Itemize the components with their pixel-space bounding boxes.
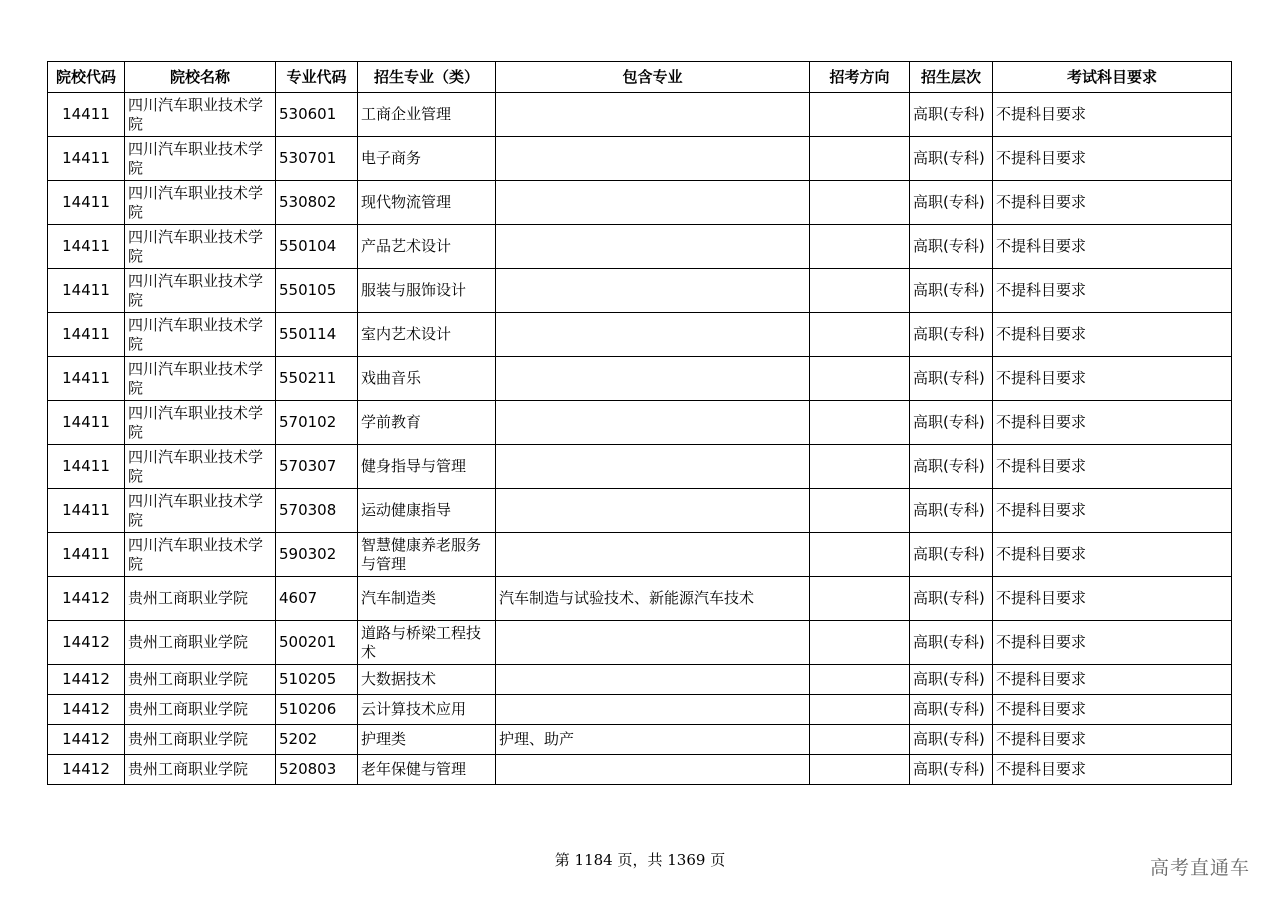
table-row (48, 357, 1232, 401)
school-name-cell: 四川汽车职业技术学院 (125, 269, 276, 313)
major-cell: 道路与桥梁工程技术 (358, 621, 496, 665)
school-code-cell: 14411 (48, 181, 125, 225)
school-name-cell: 贵州工商职业学院 (125, 755, 276, 785)
school-name-cell: 四川汽车职业技术学院 (125, 357, 276, 401)
level-cell: 高职(专科) (910, 357, 993, 401)
major-cell: 云计算技术应用 (358, 695, 496, 725)
requirement-cell: 不提科目要求 (993, 621, 1232, 665)
major-code-cell: 510206 (276, 695, 358, 725)
direction-cell (810, 445, 910, 489)
included-majors-cell (496, 225, 810, 269)
requirement-cell: 不提科目要求 (993, 225, 1232, 269)
direction-cell (810, 577, 910, 621)
major-cell: 运动健康指导 (358, 489, 496, 533)
requirement-cell: 不提科目要求 (993, 445, 1232, 489)
level-cell: 高职(专科) (910, 621, 993, 665)
requirement-cell: 不提科目要求 (993, 695, 1232, 725)
direction-cell (810, 695, 910, 725)
school-code-cell: 14411 (48, 357, 125, 401)
school-code-cell: 14411 (48, 225, 125, 269)
major-cell: 大数据技术 (358, 665, 496, 695)
level-cell: 高职(专科) (910, 665, 993, 695)
requirement-cell: 不提科目要求 (993, 401, 1232, 445)
direction-cell (810, 755, 910, 785)
included-majors-cell (496, 93, 810, 137)
school-code-cell: 14411 (48, 445, 125, 489)
school-name-cell: 四川汽车职业技术学院 (125, 533, 276, 577)
direction-cell (810, 533, 910, 577)
level-cell: 高职(专科) (910, 725, 993, 755)
direction-cell (810, 137, 910, 181)
header-exam-requirement: 考试科目要求 (993, 62, 1232, 93)
watermark: 高考直通车 (1149, 857, 1250, 879)
school-code-cell: 14412 (48, 621, 125, 665)
school-code-cell: 14411 (48, 313, 125, 357)
level-cell: 高职(专科) (910, 755, 993, 785)
school-name-cell: 四川汽车职业技术学院 (125, 401, 276, 445)
level-cell: 高职(专科) (910, 577, 993, 621)
table-row (48, 725, 1232, 755)
major-cell: 老年保健与管理 (358, 755, 496, 785)
included-majors-cell (496, 357, 810, 401)
table-row (48, 665, 1232, 695)
school-code-cell: 14411 (48, 489, 125, 533)
header-school-name: 院校名称 (125, 62, 276, 93)
major-code-cell: 530802 (276, 181, 358, 225)
requirement-cell: 不提科目要求 (993, 137, 1232, 181)
included-majors-cell (496, 401, 810, 445)
included-majors-cell (496, 489, 810, 533)
requirement-cell: 不提科目要求 (993, 755, 1232, 785)
table-row (48, 401, 1232, 445)
direction-cell (810, 181, 910, 225)
major-code-cell: 500201 (276, 621, 358, 665)
school-name-cell: 贵州工商职业学院 (125, 577, 276, 621)
major-cell: 学前教育 (358, 401, 496, 445)
table-row (48, 533, 1232, 577)
direction-cell (810, 725, 910, 755)
requirement-cell: 不提科目要求 (993, 577, 1232, 621)
major-cell: 室内艺术设计 (358, 313, 496, 357)
major-cell: 健身指导与管理 (358, 445, 496, 489)
header-major-code: 专业代码 (276, 62, 358, 93)
level-cell: 高职(专科) (910, 445, 993, 489)
included-majors-cell (496, 695, 810, 725)
school-code-cell: 14411 (48, 93, 125, 137)
level-cell: 高职(专科) (910, 225, 993, 269)
direction-cell (810, 489, 910, 533)
requirement-cell: 不提科目要求 (993, 93, 1232, 137)
header-included-majors: 包含专业 (496, 62, 810, 93)
major-cell: 工商企业管理 (358, 93, 496, 137)
major-code-cell: 550104 (276, 225, 358, 269)
school-code-cell: 14411 (48, 137, 125, 181)
header-row (48, 62, 1232, 93)
direction-cell (810, 621, 910, 665)
major-cell: 戏曲音乐 (358, 357, 496, 401)
table-row (48, 225, 1232, 269)
school-name-cell: 贵州工商职业学院 (125, 695, 276, 725)
major-cell: 智慧健康养老服务与管理 (358, 533, 496, 577)
school-name-cell: 四川汽车职业技术学院 (125, 225, 276, 269)
major-cell: 电子商务 (358, 137, 496, 181)
requirement-cell: 不提科目要求 (993, 313, 1232, 357)
direction-cell (810, 357, 910, 401)
school-name-cell: 四川汽车职业技术学院 (125, 137, 276, 181)
major-code-cell: 510205 (276, 665, 358, 695)
school-name-cell: 贵州工商职业学院 (125, 725, 276, 755)
school-code-cell: 14412 (48, 755, 125, 785)
school-code-cell: 14411 (48, 269, 125, 313)
major-code-cell: 530601 (276, 93, 358, 137)
level-cell: 高职(专科) (910, 93, 993, 137)
included-majors-cell (496, 313, 810, 357)
level-cell: 高职(专科) (910, 137, 993, 181)
table-row (48, 577, 1232, 621)
included-majors-cell (496, 137, 810, 181)
level-cell: 高职(专科) (910, 489, 993, 533)
included-majors-cell (496, 621, 810, 665)
level-cell: 高职(专科) (910, 313, 993, 357)
major-code-cell: 4607 (276, 577, 358, 621)
school-code-cell: 14412 (48, 665, 125, 695)
school-code-cell: 14412 (48, 695, 125, 725)
major-code-cell: 570102 (276, 401, 358, 445)
major-code-cell: 590302 (276, 533, 358, 577)
table-row (48, 269, 1232, 313)
included-majors-cell (496, 533, 810, 577)
requirement-cell: 不提科目要求 (993, 489, 1232, 533)
included-majors-cell (496, 269, 810, 313)
table-row (48, 489, 1232, 533)
school-code-cell: 14412 (48, 577, 125, 621)
school-name-cell: 四川汽车职业技术学院 (125, 445, 276, 489)
table-row (48, 181, 1232, 225)
requirement-cell: 不提科目要求 (993, 181, 1232, 225)
included-majors-cell: 汽车制造与试验技术、新能源汽车技术 (496, 577, 810, 621)
school-code-cell: 14412 (48, 725, 125, 755)
direction-cell (810, 665, 910, 695)
header-level: 招生层次 (910, 62, 993, 93)
table-row (48, 313, 1232, 357)
requirement-cell: 不提科目要求 (993, 269, 1232, 313)
header-major: 招生专业（类） (358, 62, 496, 93)
major-code-cell: 570308 (276, 489, 358, 533)
level-cell: 高职(专科) (910, 695, 993, 725)
table-row (48, 93, 1232, 137)
header-school-code: 院校代码 (48, 62, 125, 93)
included-majors-cell (496, 445, 810, 489)
table-row (48, 445, 1232, 489)
major-code-cell: 570307 (276, 445, 358, 489)
direction-cell (810, 225, 910, 269)
school-name-cell: 四川汽车职业技术学院 (125, 181, 276, 225)
direction-cell (810, 269, 910, 313)
page-number: 第 1184 页，共 1369 页 (554, 851, 726, 869)
included-majors-cell: 护理、助产 (496, 725, 810, 755)
major-code-cell: 550105 (276, 269, 358, 313)
major-code-cell: 550114 (276, 313, 358, 357)
major-cell: 产品艺术设计 (358, 225, 496, 269)
school-name-cell: 四川汽车职业技术学院 (125, 313, 276, 357)
direction-cell (810, 93, 910, 137)
requirement-cell: 不提科目要求 (993, 533, 1232, 577)
direction-cell (810, 401, 910, 445)
included-majors-cell (496, 755, 810, 785)
requirement-cell: 不提科目要求 (993, 357, 1232, 401)
level-cell: 高职(专科) (910, 269, 993, 313)
major-code-cell: 5202 (276, 725, 358, 755)
level-cell: 高职(专科) (910, 533, 993, 577)
school-name-cell: 四川汽车职业技术学院 (125, 93, 276, 137)
table-row (48, 137, 1232, 181)
school-name-cell: 贵州工商职业学院 (125, 665, 276, 695)
major-cell: 护理类 (358, 725, 496, 755)
requirement-cell: 不提科目要求 (993, 665, 1232, 695)
school-name-cell: 四川汽车职业技术学院 (125, 489, 276, 533)
table-row (48, 621, 1232, 665)
level-cell: 高职(专科) (910, 181, 993, 225)
major-code-cell: 530701 (276, 137, 358, 181)
major-cell: 服装与服饰设计 (358, 269, 496, 313)
header-direction: 招考方向 (810, 62, 910, 93)
direction-cell (810, 313, 910, 357)
level-cell: 高职(专科) (910, 401, 993, 445)
major-cell: 现代物流管理 (358, 181, 496, 225)
table-row (48, 695, 1232, 725)
major-code-cell: 520803 (276, 755, 358, 785)
school-code-cell: 14411 (48, 401, 125, 445)
major-cell: 汽车制造类 (358, 577, 496, 621)
enrollment-table (47, 61, 1232, 785)
school-code-cell: 14411 (48, 533, 125, 577)
included-majors-cell (496, 181, 810, 225)
school-name-cell: 贵州工商职业学院 (125, 621, 276, 665)
included-majors-cell (496, 665, 810, 695)
table-row (48, 755, 1232, 785)
requirement-cell: 不提科目要求 (993, 725, 1232, 755)
major-code-cell: 550211 (276, 357, 358, 401)
